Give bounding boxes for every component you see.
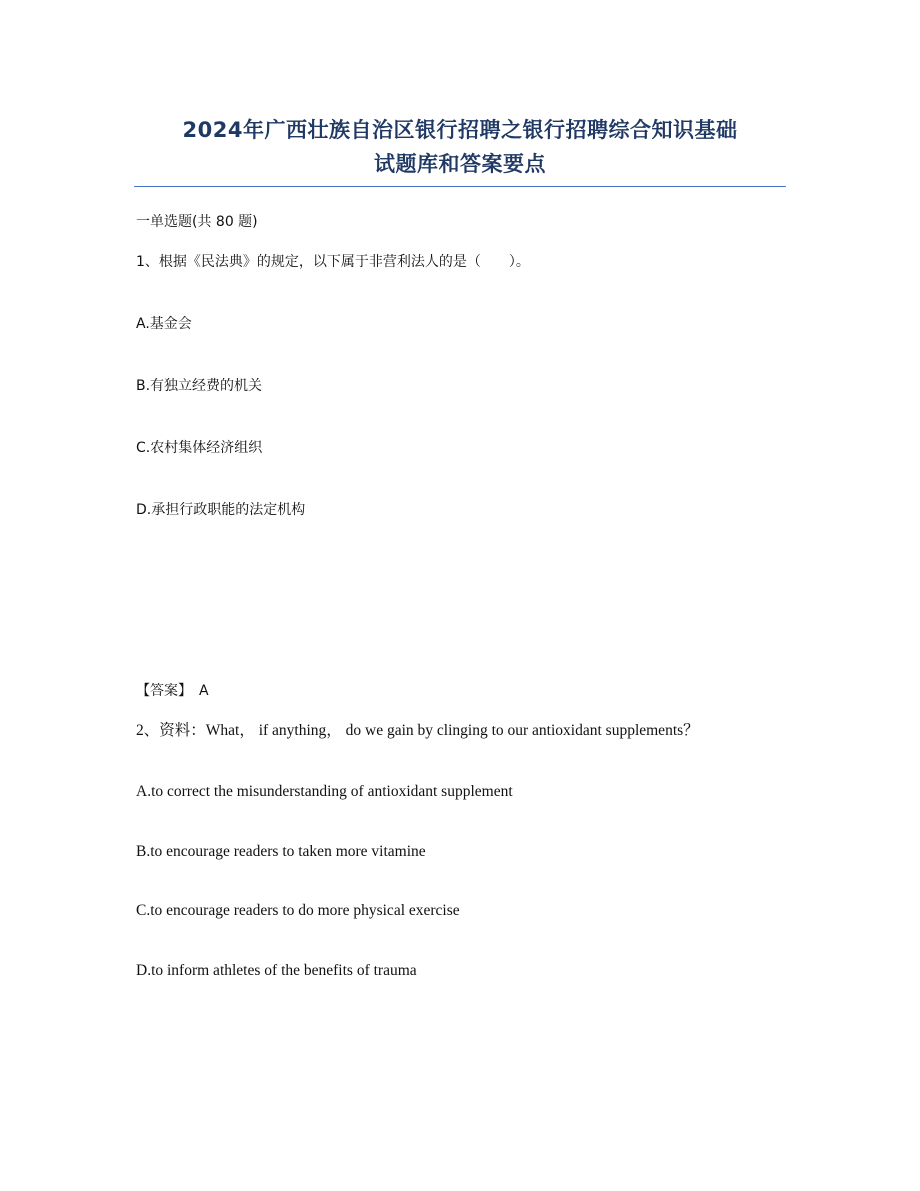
question-2-option-a: A.to correct the misunderstanding of antioxidant supplement xyxy=(136,783,513,800)
question-1-option-c: C.农村集体经济组织 xyxy=(136,440,263,456)
question-1-option-b: B.有独立经费的机关 xyxy=(136,378,263,394)
question-2-option-d: D.to inform athletes of the benefits of trauma xyxy=(136,962,417,979)
question-2-option-b: B.to encourage readers to taken more vitamine xyxy=(136,843,426,860)
question-1-option-a: A.基金会 xyxy=(136,316,192,332)
title-line-2: 试题库和答案要点 xyxy=(374,152,546,176)
document-title xyxy=(134,113,786,181)
question-1-answer: 【答案】 A xyxy=(136,683,209,699)
title-line-1: 2024年广西壮族自治区银行招聘之银行招聘综合知识基础 xyxy=(182,118,738,142)
section-heading: 一单选题(共 80 题) xyxy=(136,214,258,230)
question-1-option-d: D.承担行政职能的法定机构 xyxy=(136,502,306,518)
question-1-stem: 1、根据《民法典》的规定，以下属于非营利法人的是（ ）。 xyxy=(136,254,530,270)
question-2-option-c: C.to encourage readers to do more physical exercise xyxy=(136,902,460,919)
question-2-stem: 2、资料：What， if anything， do we gain by clinging to our antioxidant supplements？ xyxy=(136,722,699,739)
title-divider xyxy=(134,186,786,187)
